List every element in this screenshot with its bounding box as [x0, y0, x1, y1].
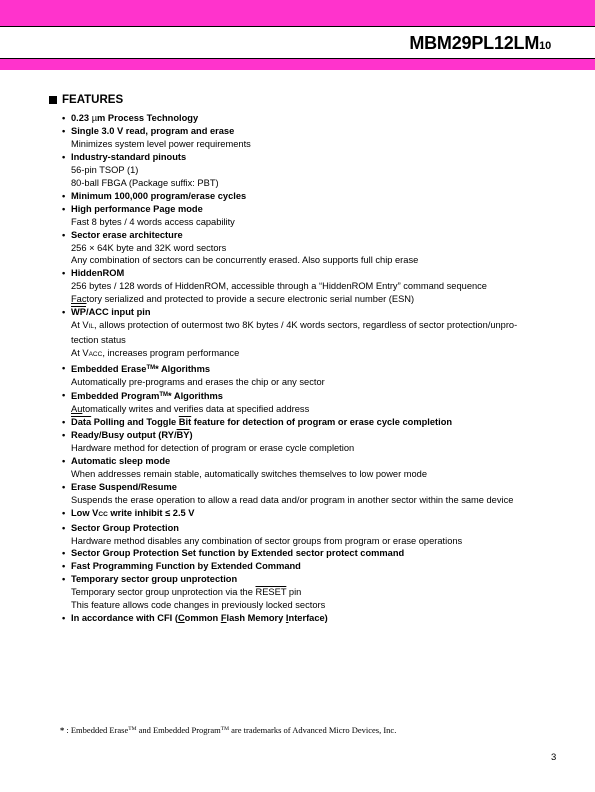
- trademark-footnote: [60, 725, 396, 735]
- feature-description: Hardware method for detection of program or erase cycle completion: [71, 442, 355, 453]
- description-text: tory serialized and protected to provide a secure electronic serial number (ESN): [86, 294, 415, 305]
- overlined-text: $\overline{Bit}$: [178, 416, 192, 427]
- footnote-text: are trademarks of Advanced Micro Devices, Inc.: [229, 725, 397, 735]
- feature-title-text: nterface): [288, 613, 328, 624]
- feature-title: Temporary sector group unprotection: [71, 574, 238, 585]
- bullet-icon: •: [62, 507, 66, 518]
- feature-description: [71, 586, 552, 599]
- feature-title: [71, 112, 552, 125]
- feature-item: [62, 151, 552, 190]
- feature-item: [62, 306, 552, 362]
- feature-title: Sector Group Protection: [71, 522, 179, 533]
- feature-item: [62, 507, 552, 522]
- underlined-text: Fac: [71, 294, 87, 305]
- bullet-icon: •: [62, 522, 66, 533]
- bullet-icon: •: [62, 481, 66, 492]
- feature-item: [62, 112, 552, 125]
- feature-title-text: Embedded Program: [71, 391, 160, 402]
- feature-title: [71, 612, 552, 625]
- feature-item: [62, 429, 552, 455]
- bullet-icon: •: [62, 307, 66, 318]
- feature-description: Automatically pre-programs and erases the chip or any sector: [71, 377, 325, 388]
- feature-title-text: 0.23: [71, 113, 92, 123]
- feature-title: Sector Group Protection Set function by Extended sector protect command: [71, 548, 405, 559]
- feature-title-text: m Process Technology: [97, 113, 199, 123]
- feature-title: Single 3.0 V read, program and erase: [71, 125, 235, 136]
- feature-item: [62, 229, 552, 268]
- subscript-text: IL: [88, 323, 94, 331]
- feature-item: [62, 547, 552, 560]
- mu-symbol: µ: [91, 113, 98, 123]
- feature-item: [62, 455, 552, 481]
- feature-description: 56-pin TSOP (1): [71, 164, 139, 175]
- trademark-superscript: TM: [220, 726, 229, 732]
- section-heading: [49, 94, 123, 106]
- feature-description: 256 × 64K byte and 32K word sectors: [71, 242, 227, 253]
- feature-title: Minimum 100,000 program/erase cycles: [71, 190, 247, 201]
- feature-title-text: In accordance with CFI (: [71, 613, 178, 624]
- feature-item: [62, 267, 552, 306]
- header-band-top: [0, 0, 595, 26]
- bullet-icon: •: [62, 455, 66, 466]
- feature-title: HiddenROM: [71, 268, 125, 279]
- bullet-icon: •: [62, 113, 66, 123]
- feature-title-text: /ACC input pin: [85, 307, 151, 318]
- description-text: At V: [71, 320, 89, 331]
- feature-item: [62, 560, 552, 573]
- bullet-icon: •: [62, 416, 66, 427]
- feature-description: [71, 347, 552, 362]
- subscript-text: ACC: [88, 351, 103, 359]
- footnote-star: *: [60, 725, 65, 735]
- feature-title-text: lash Memory: [226, 613, 286, 624]
- bullet-icon: •: [62, 561, 66, 572]
- features-list: [62, 112, 552, 625]
- bullet-icon: •: [62, 190, 66, 201]
- overlined-text: RESET: [255, 587, 287, 598]
- feature-description: Fast 8 bytes / 4 words access capability: [71, 216, 235, 227]
- page-number: 3: [551, 752, 557, 763]
- feature-title-text: * Algorithms: [155, 364, 211, 375]
- bullet-icon: •: [62, 363, 66, 374]
- title-part-number: MBM29PL12LM: [409, 33, 540, 53]
- feature-description: 80-ball FBGA (Package suffix: PBT): [71, 177, 219, 188]
- feature-title-text: Low V: [71, 507, 99, 518]
- overlined-text: Data: [71, 416, 92, 427]
- feature-title: Industry-standard pinouts: [71, 151, 187, 162]
- feature-title: [71, 507, 552, 522]
- feature-title-text: Ready/Busy output (RY/: [71, 429, 177, 440]
- feature-description: Suspends the erase operation to allow a read data and/or program in another sector within the same device: [71, 494, 514, 505]
- description-text: pin: [286, 587, 302, 598]
- feature-title-text: feature for detection of program or erase cycle completion: [191, 416, 453, 427]
- feature-title: Fast Programming Function by Extended Command: [71, 561, 301, 572]
- feature-description: [71, 319, 552, 334]
- bullet-icon: •: [62, 613, 66, 624]
- feature-title: [71, 416, 552, 429]
- feature-item: [62, 481, 552, 507]
- feature-item: [62, 203, 552, 229]
- feature-title: Sector erase architecture: [71, 229, 183, 240]
- footnote-text: : Embedded Erase: [64, 725, 129, 735]
- underlined-text: C: [177, 613, 185, 624]
- feature-title: [71, 362, 552, 376]
- title-suffix: 10: [539, 40, 551, 52]
- feature-title: Erase Suspend/Resume: [71, 481, 177, 492]
- description-text: tomatically writes and verifies data at specified address: [82, 403, 310, 414]
- subscript-text: CC: [98, 510, 108, 518]
- feature-description: Hardware method disables any combination of sector groups from program or erase operations: [71, 535, 463, 546]
- feature-description: [71, 403, 552, 416]
- section-heading-text: FEATURES: [62, 94, 124, 106]
- underlined-text: I: [285, 613, 289, 624]
- feature-title-text: ommon: [184, 613, 221, 624]
- bullet-icon: •: [62, 229, 66, 240]
- header-rule-top: [0, 26, 595, 27]
- feature-description: 256 bytes / 128 words of HiddenROM, accessible through a “HiddenROM Entry” command sequence: [71, 281, 487, 292]
- footnote-text: and Embedded Program: [136, 725, 221, 735]
- header-band-bottom: [0, 59, 595, 70]
- feature-title-text: ): [189, 429, 193, 440]
- feature-title-text: Embedded Erase: [71, 364, 147, 375]
- feature-item: [62, 416, 552, 429]
- feature-item: [62, 389, 552, 416]
- feature-item: [62, 362, 552, 389]
- feature-title: [71, 429, 552, 442]
- feature-description: This feature allows code changes in previously locked sectors: [71, 600, 326, 611]
- feature-item: [62, 612, 552, 625]
- document-title: [409, 33, 551, 54]
- underlined-text: F: [220, 613, 227, 624]
- bullet-icon: •: [62, 429, 66, 440]
- bullet-icon: •: [62, 125, 66, 136]
- feature-description: [71, 293, 552, 306]
- underlined-text: Au: [71, 403, 83, 414]
- feature-title: Automatic sleep mode: [71, 455, 171, 466]
- feature-item: [62, 190, 552, 203]
- description-text: , allows protection of outermost two 8K bytes / 4K words sectors, regardless of sector protection/unpro-: [94, 320, 518, 331]
- bullet-icon: •: [62, 548, 66, 559]
- bullet-icon: •: [62, 390, 66, 401]
- bullet-icon: •: [62, 203, 66, 214]
- feature-title-text: * Algorithms: [168, 391, 223, 402]
- trademark-superscript: TM: [128, 726, 137, 732]
- overlined-text: $\overline{WP}$: [71, 307, 86, 318]
- bullet-icon: •: [62, 268, 66, 279]
- feature-item: [62, 573, 552, 612]
- overlined-text: $\overline{BY}$: [176, 429, 190, 440]
- description-text: Temporary sector group unprotection via the: [71, 587, 256, 598]
- feature-description: tection status: [71, 335, 126, 346]
- feature-description: When addresses remain stable, automatically switches themselves to low power mode: [71, 468, 428, 479]
- description-text: At V: [71, 348, 89, 359]
- feature-title: [71, 306, 552, 319]
- feature-title-text: Polling and Toggle: [91, 416, 179, 427]
- feature-item: [62, 125, 552, 151]
- feature-item: [62, 522, 552, 548]
- bullet-icon: •: [62, 151, 66, 162]
- trademark-superscript: TM: [146, 365, 156, 372]
- feature-description: Minimizes system level power requirements: [71, 138, 251, 149]
- feature-description: Any combination of sectors can be concurrently erased. Also supports full chip erase: [71, 255, 419, 266]
- feature-title: High performance Page mode: [71, 203, 203, 214]
- square-bullet-icon: [49, 96, 57, 104]
- description-text: , increases program performance: [102, 348, 240, 359]
- trademark-superscript: TM: [159, 392, 169, 399]
- feature-title-text: write inhibit ≤ 2.5 V: [107, 507, 195, 518]
- feature-title: [71, 389, 552, 403]
- bullet-icon: •: [62, 574, 66, 585]
